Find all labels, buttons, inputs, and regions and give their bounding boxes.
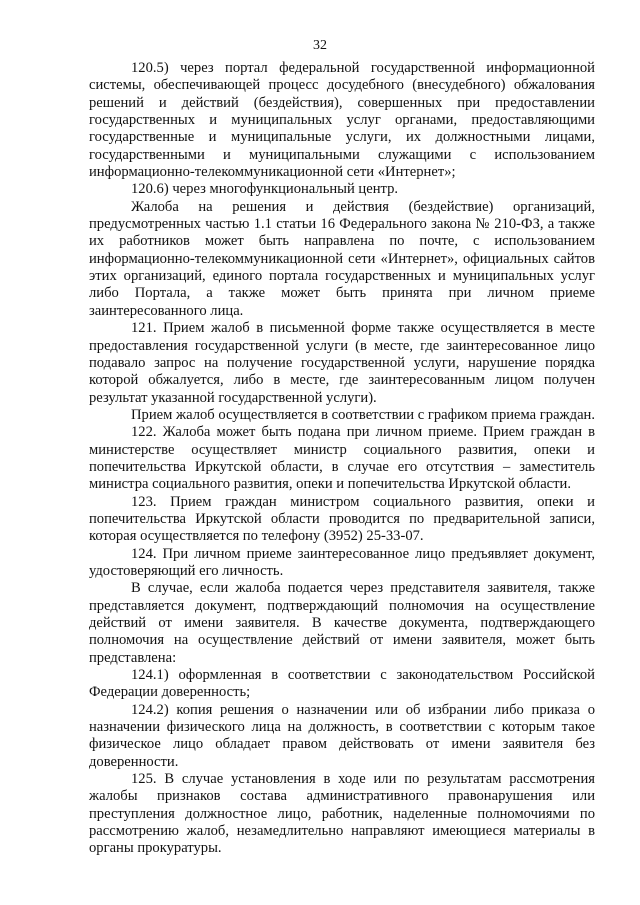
paragraph-122: 122. Жалоба может быть подана при личном приеме. Прием граждан в министерстве осуществляет министр социального развития, опеки и попечительства Иркутской области, в случае его отсутствия – заместитель министра социального развития, опеки и попечительства Иркутской области. — [89, 424, 595, 493]
page-number: 32 — [313, 38, 327, 53]
paragraph-124-2: 124.2) копия решения о назначении или об избрании либо приказа о назначении физического лица на должность, в соответствии с которым такое физическое лицо обладает правом действовать от имени заявителя без доверенности. — [89, 701, 595, 770]
paragraph-120-5: 120.5) через портал федеральной государственной информационной системы, обеспечивающей процесс досудебного (внесудебного) обжалования решений и действий (бездействия), совершенных при предоставлении государственных и муниципальных услуг органами, предоставляющими государственные и муниципальные услуги, их должностными лицами, государственными и муниципальными служащими с использованием информационно-телекоммуникационной сети «Интернет»; — [89, 60, 595, 181]
paragraph-125: 125. В случае установления в ходе или по результатам рассмотрения жалобы признаков состава административного правонарушения или преступления должностное лицо, работник, наделенные полномочиями по рассмотрению жалоб, незамедлительно направляют имеющиеся материалы в органы прокуратуры. — [89, 771, 595, 857]
paragraph-124-1: 124.1) оформленная в соответствии с законодательством Российской Федерации доверенность; — [89, 667, 595, 701]
paragraph-124: 124. При личном приеме заинтересованное лицо предъявляет документ, удостоверяющий его личность. — [89, 545, 595, 579]
paragraph-121: 121. Прием жалоб в письменной форме также осуществляется в месте предоставления государственной услуги (в месте, где заинтересованное лицо подавало запрос на получение государственной услуги, нарушение порядка которой обжалуется, либо в месте, где заинтересованным лицом получен результат указанной государственной услуги). — [89, 320, 595, 406]
paragraph-123: 123. Прием граждан министром социального развития, опеки и попечительства Иркутской области проводится по предварительной записи, которая осуществляется по телефону (3952) 25-33-07. — [89, 493, 595, 545]
body-text — [89, 60, 595, 858]
paragraph-reception-schedule: Прием жалоб осуществляется в соответствии с графиком приема граждан. — [131, 406, 595, 423]
paragraph-120-6: 120.6) через многофункциональный центр. — [131, 181, 399, 198]
paragraph-representative: В случае, если жалоба подается через представителя заявителя, также представляется документ, подтверждающий полномочия на осуществление действий от имени заявителя. В качестве документа, подтверждающего полномочия на осуществление действий от имени заявителя, может быть представлена: — [89, 580, 595, 666]
paragraph-complaint-organizations: Жалоба на решения и действия (бездействие) организаций, предусмотренных частью 1.1 статьи 16 Федерального закона № 210-ФЗ, а также их работников может быть направлена по почте, с использованием информационно-телекоммуникационной сети «Интернет», официальных сайтов этих организаций, единого портала государственных и муниципальных услуг либо Портала, а также может быть принята при личном приеме заинтересованного лица. — [89, 198, 595, 319]
